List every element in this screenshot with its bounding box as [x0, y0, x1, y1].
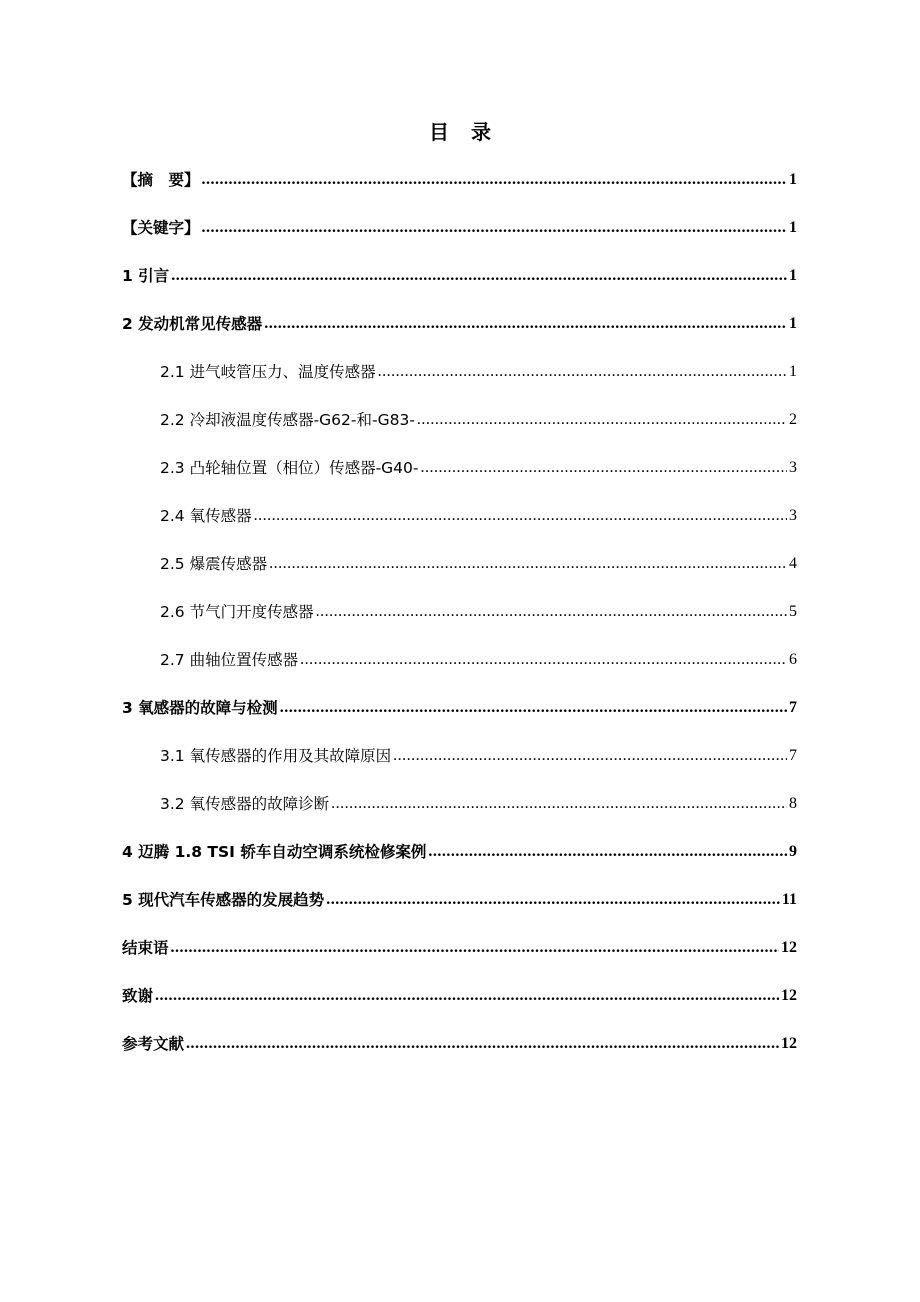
toc-entry-page: 1: [789, 171, 797, 188]
toc-entry-section-2-5[interactable]: [160, 549, 797, 579]
toc-entry-label: 2.6 节气门开度传感器: [160, 603, 314, 621]
toc-title-char-1: 目: [429, 120, 449, 144]
dot-leader: [300, 645, 787, 675]
toc-entry-page: 9: [789, 843, 797, 860]
dot-leader: [326, 885, 780, 915]
toc-entry-page: 1: [789, 363, 797, 380]
toc-entry-page: 6: [789, 651, 797, 668]
toc-entry-chapter-2[interactable]: [122, 309, 797, 339]
toc-entry-page: 7: [789, 699, 797, 716]
toc-entry-chapter-3[interactable]: [122, 693, 797, 723]
toc-entry-section-2-2[interactable]: [160, 405, 797, 435]
toc-entry-section-2-7[interactable]: [160, 645, 797, 675]
toc-entry-label: 2.3 凸轮轴位置（相位）传感器-G40-: [160, 459, 419, 477]
toc-entry-page: 12: [781, 1035, 797, 1052]
toc-entry-section-2-4[interactable]: [160, 501, 797, 531]
dot-leader: [428, 837, 787, 867]
toc-entry-section-2-1[interactable]: [160, 357, 797, 387]
dot-leader: [393, 741, 787, 771]
dot-leader: [421, 453, 788, 483]
toc-entry-page: 12: [781, 987, 797, 1004]
toc-entry-label: 1 引言: [122, 267, 170, 285]
toc-entry-label: 2.5 爆震传感器: [160, 555, 268, 573]
toc-entry-section-2-6[interactable]: [160, 597, 797, 627]
toc-entry-chapter-4[interactable]: [122, 837, 797, 867]
dot-leader: [202, 165, 787, 195]
toc-entry-label: 2 发动机常见传感器: [122, 315, 263, 333]
dot-leader: [331, 789, 787, 819]
toc-entry-chapter-5[interactable]: [122, 885, 797, 915]
toc-entry-references[interactable]: [122, 1029, 797, 1059]
toc-entry-page: 11: [781, 891, 797, 908]
dot-leader: [316, 597, 787, 627]
toc-entry-section-3-1[interactable]: [160, 741, 797, 771]
dot-leader: [254, 501, 787, 531]
toc-entry-page: 7: [789, 747, 797, 764]
toc-entry-page: 1: [789, 219, 797, 236]
toc-entry-conclusion[interactable]: [122, 933, 797, 963]
toc-entry-acknowledgements[interactable]: [122, 981, 797, 1011]
toc-entry-label: 【关键字】: [122, 219, 200, 237]
dot-leader: [264, 309, 787, 339]
dot-leader: [378, 357, 787, 387]
dot-leader: [155, 981, 779, 1011]
toc-entry-page: 2: [789, 411, 797, 428]
dot-leader: [417, 405, 787, 435]
toc-entry-label: 3 氧感器的故障与检测: [122, 699, 278, 717]
dot-leader: [202, 213, 787, 243]
toc-entry-page: 3: [789, 507, 797, 524]
toc-entry-abstract[interactable]: [122, 165, 797, 195]
toc-entry-label: 致谢: [122, 987, 154, 1005]
toc-entry-label: 参考文献: [122, 1035, 185, 1053]
toc-entry-page: 4: [789, 555, 797, 572]
toc-entry-label: 2.4 氧传感器: [160, 507, 252, 525]
toc-entry-label: 【摘 要】: [122, 171, 200, 189]
dot-leader: [171, 261, 787, 291]
toc-title-char-2: 录: [471, 120, 491, 144]
toc-entry-section-2-3[interactable]: [160, 453, 797, 483]
dot-leader: [171, 933, 779, 963]
toc-entry-section-3-2[interactable]: [160, 789, 797, 819]
toc-entry-page: 5: [789, 603, 797, 620]
dot-leader: [186, 1029, 779, 1059]
dot-leader: [280, 693, 787, 723]
toc-entry-page: 1: [789, 267, 797, 284]
toc-entry-page: 1: [789, 315, 797, 332]
toc-entry-keywords[interactable]: [122, 213, 797, 243]
toc-entry-label: 2.7 曲轴位置传感器: [160, 651, 299, 669]
toc-entry-label: 4 迈腾 1.8 TSI 轿车自动空调系统检修案例: [122, 843, 427, 861]
toc-entry-label: 3.2 氧传感器的故障诊断: [160, 795, 330, 813]
toc-entry-label: 5 现代汽车传感器的发展趋势: [122, 891, 325, 909]
toc-entry-label: 3.1 氧传感器的作用及其故障原因: [160, 747, 392, 765]
toc-entry-page: 3: [789, 459, 797, 476]
toc-entry-label: 结束语: [122, 939, 169, 957]
toc-entry-introduction[interactable]: [122, 261, 797, 291]
dot-leader: [269, 549, 787, 579]
toc-entry-page: 12: [781, 939, 797, 956]
toc-title: [0, 116, 920, 145]
toc-entry-page: 8: [789, 795, 797, 812]
toc-entry-label: 2.1 进气岐管压力、温度传感器: [160, 363, 376, 381]
toc-entry-label: 2.2 冷却液温度传感器-G62-和-G83-: [160, 411, 415, 429]
